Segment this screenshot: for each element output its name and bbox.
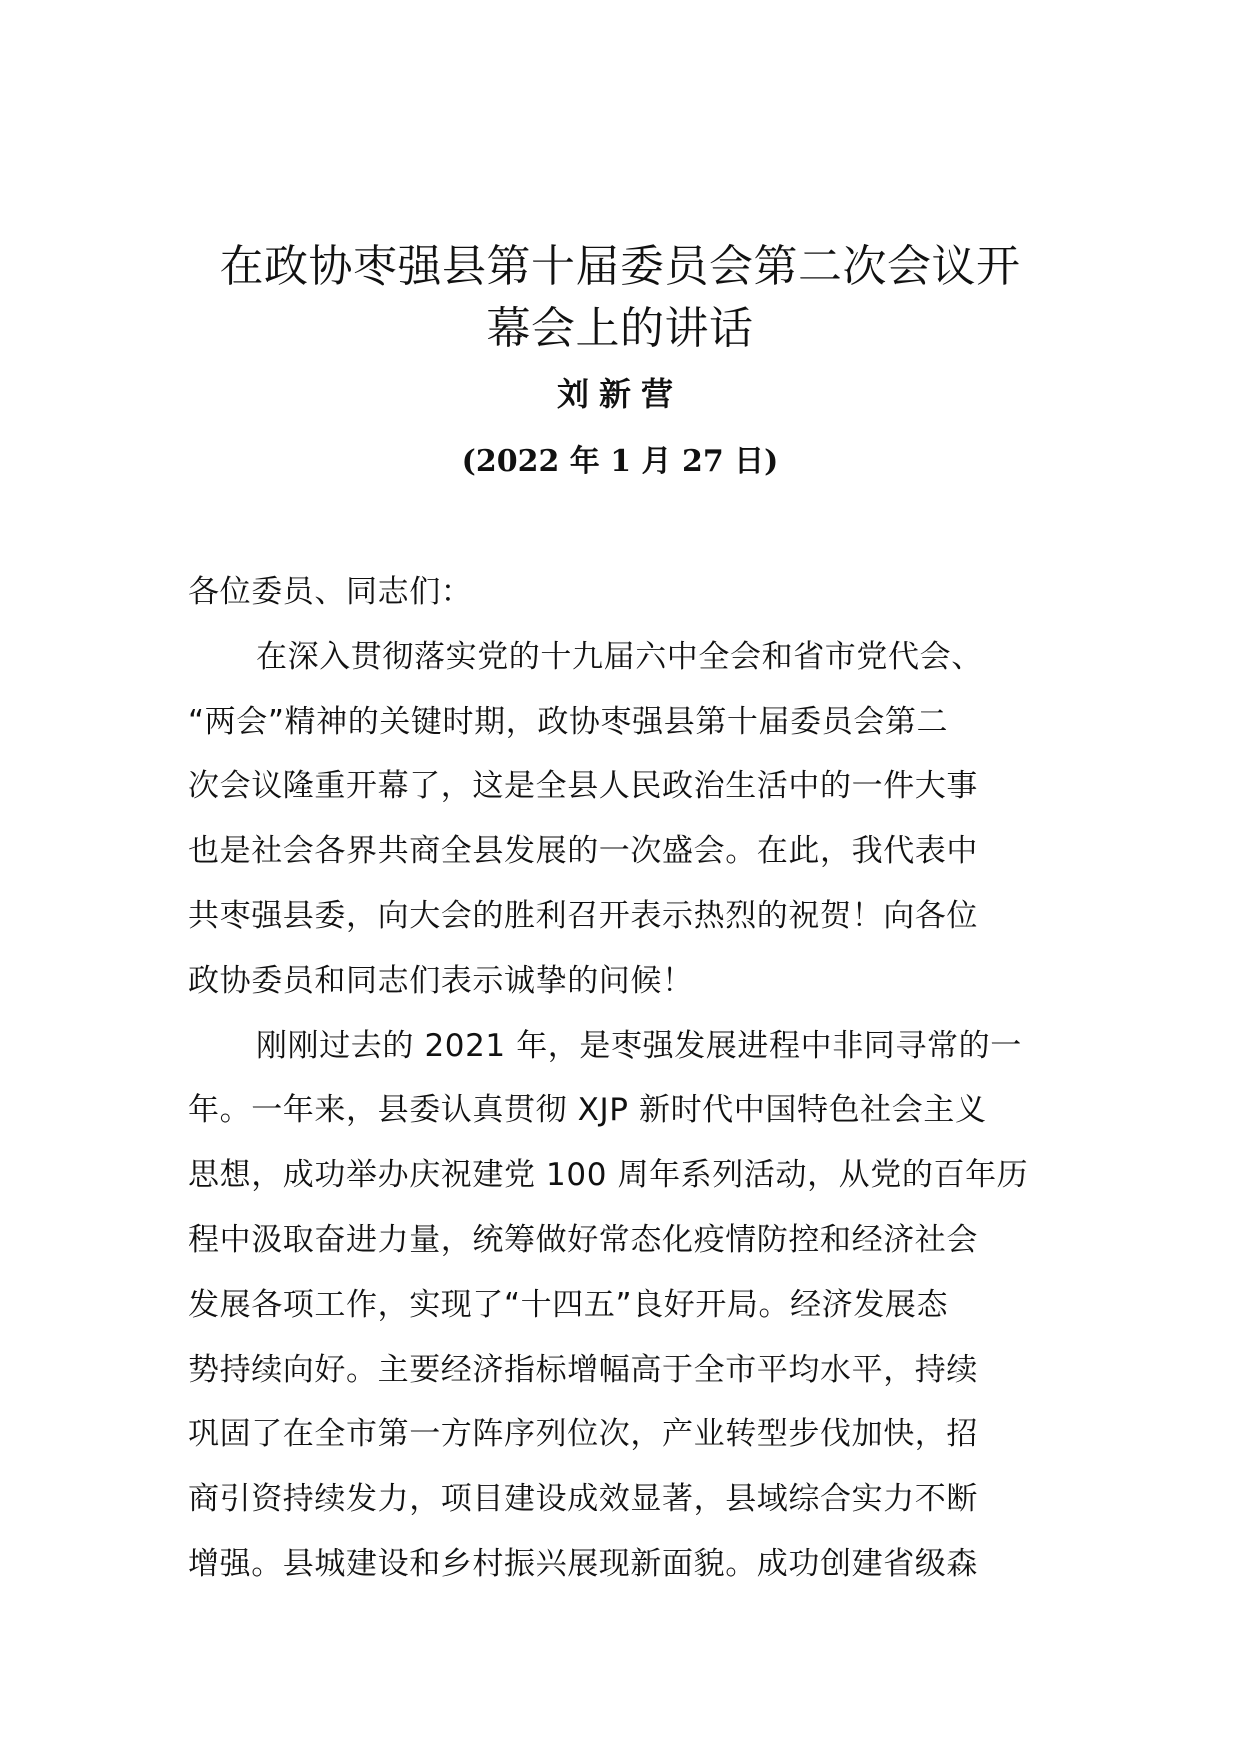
speech-title [150,236,1090,360]
title-line-1: 在政协枣强县第十届委员会第二次会议开 [219,241,1021,292]
body-line: 发展各项工作，实现了“十四五”良好开局。经济发展态 [188,1286,949,1323]
body-line: 商引资持续发力，项目建设成效显著，县域综合实力不断 [188,1481,978,1518]
body-line: 政协委员和同志们表示诚挚的问候！ [188,962,694,999]
body-line: 在深入贯彻落实党的十九届六中全会和省市党代会、 [256,638,983,675]
body-line: “两会”精神的关键时期，政协枣强县第十届委员会第二 [188,703,949,740]
body-line: 巩固了在全市第一方阵序列位次，产业转型步伐加快，招 [188,1416,978,1453]
title-line-2: 幕会上的讲话 [486,303,754,354]
speech-body [188,560,1058,1597]
body-line: 增强。县城建设和乡村振兴展现新面貌。成功创建省级森 [188,1545,978,1582]
body-line: 也是社会各界共商全县发展的一次盛会。在此，我代表中 [188,833,978,870]
author-name: 刘新营 [556,375,683,413]
body-line: 程中汲取奋进力量，统筹做好常态化疫情防控和经济社会 [188,1221,978,1258]
body-line: 次会议隆重开幕了，这是全县人民政治生活中的一件大事 [188,768,978,805]
body-line: 年。一年来，县委认真贯彻 XJP 新时代中国特色社会主义 [188,1092,987,1129]
body-line: 势持续向好。主要经济指标增幅高于全市平均水平，持续 [188,1351,978,1388]
body-line: 思想，成功举办庆祝建党 100 周年系列活动，从党的百年历 [188,1157,1029,1194]
salutation: 各位委员、同志们： [188,574,473,610]
speech-date: (2022 年 1 月 27 日) [461,444,779,479]
body-line: 共枣强县委，向大会的胜利召开表示热烈的祝贺！向各位 [188,897,978,934]
body-line: 刚刚过去的 2021 年，是枣强发展进程中非同寻常的一 [256,1027,1022,1064]
